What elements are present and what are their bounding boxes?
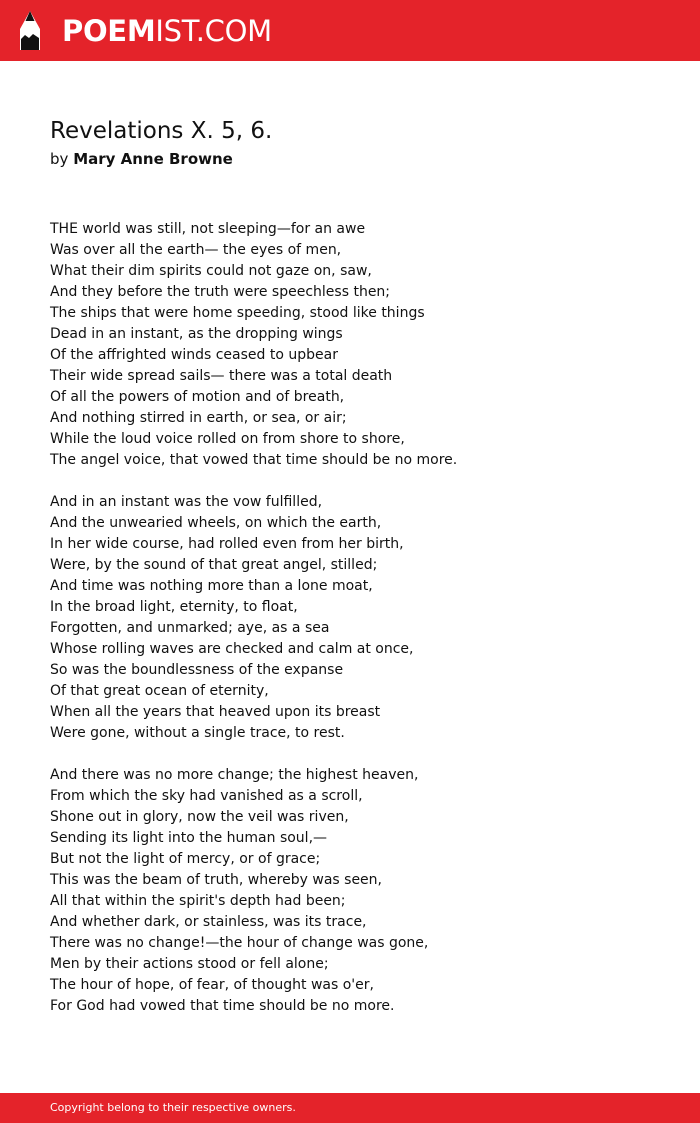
poem-line: And they before the truth were speechless then; (50, 284, 391, 300)
poem-line: And whether dark, or stainless, was its trace, (50, 914, 367, 930)
site-footer (0, 1093, 700, 1123)
byline (50, 149, 233, 169)
poem-line: And time was nothing more than a lone moat, (50, 578, 373, 594)
poem-line: In the broad light, eternity, to float, (50, 599, 298, 615)
poem-line: And the unwearied wheels, on which the earth, (50, 515, 382, 531)
poem-line: From which the sky had vanished as a scroll, (50, 788, 363, 804)
poem-line: The ships that were home speeding, stood like things (50, 305, 425, 321)
poem-line: So was the boundlessness of the expanse (50, 662, 344, 678)
poem-line: Forgotten, and unmarked; aye, as a sea (50, 620, 330, 636)
poem-line: For God had vowed that time should be no more. (50, 998, 395, 1014)
poem-line: The angel voice, that vowed that time should be no more. (50, 452, 458, 468)
poem-line: The hour of hope, of fear, of thought was o'er, (50, 977, 374, 993)
poem-line: Whose rolling waves are checked and calm at once, (50, 641, 414, 657)
poem-line: And nothing stirred in earth, or sea, or air; (50, 410, 347, 426)
poem-line: THE world was still, not sleeping—for an awe (50, 221, 366, 237)
copyright-text: Copyright belong to their respective owners. (50, 1101, 296, 1114)
poem-line: When all the years that heaved upon its breast (50, 704, 381, 720)
poem-line: And there was no more change; the highest heaven, (50, 767, 419, 783)
poem-line: While the loud voice rolled on from shore to shore, (50, 431, 405, 447)
poem-line: Of that great ocean of eternity, (50, 683, 269, 699)
poem-line: Was over all the earth— the eyes of men, (50, 242, 342, 258)
poem-line: Of all the powers of motion and of breath, (50, 389, 345, 405)
by-label: by (50, 150, 69, 168)
poem-line: Shone out in glory, now the veil was riven, (50, 809, 349, 825)
poem-line: And in an instant was the vow fulfilled, (50, 494, 323, 510)
poem-line: Were gone, without a single trace, to rest. (50, 725, 345, 741)
stanza (50, 492, 670, 744)
poem-line: All that within the spirit's depth had been; (50, 893, 346, 909)
site-logo-text[interactable] (62, 13, 272, 49)
poem-line: Men by their actions stood or fell alone; (50, 956, 329, 972)
poem-line: Their wide spread sails— there was a total death (50, 368, 393, 384)
site-header (0, 0, 700, 61)
stanza (50, 765, 670, 1017)
poem-line: Dead in an instant, as the dropping wings (50, 326, 343, 342)
poem-line: What their dim spirits could not gaze on, saw, (50, 263, 372, 279)
poem-line: Sending its light into the human soul,— (50, 830, 328, 846)
author-name: Mary Anne Browne (73, 150, 233, 168)
poem-line: This was the beam of truth, whereby was seen, (50, 872, 382, 888)
poem-body (50, 219, 670, 1038)
stanza (50, 219, 670, 471)
poem-line: There was no change!—the hour of change was gone, (50, 935, 429, 951)
poem-line: But not the light of mercy, or of grace; (50, 851, 321, 867)
poem-line: Were, by the sound of that great angel, stilled; (50, 557, 378, 573)
pen-nib-icon (17, 10, 43, 52)
poem-line: Of the affrighted winds ceased to upbear (50, 347, 338, 363)
brand-bold: POEM (62, 14, 156, 48)
poem-line: In her wide course, had rolled even from her birth, (50, 536, 404, 552)
brand-light: IST.COM (155, 14, 272, 48)
poem-title: Revelations X. 5, 6. (50, 118, 273, 144)
